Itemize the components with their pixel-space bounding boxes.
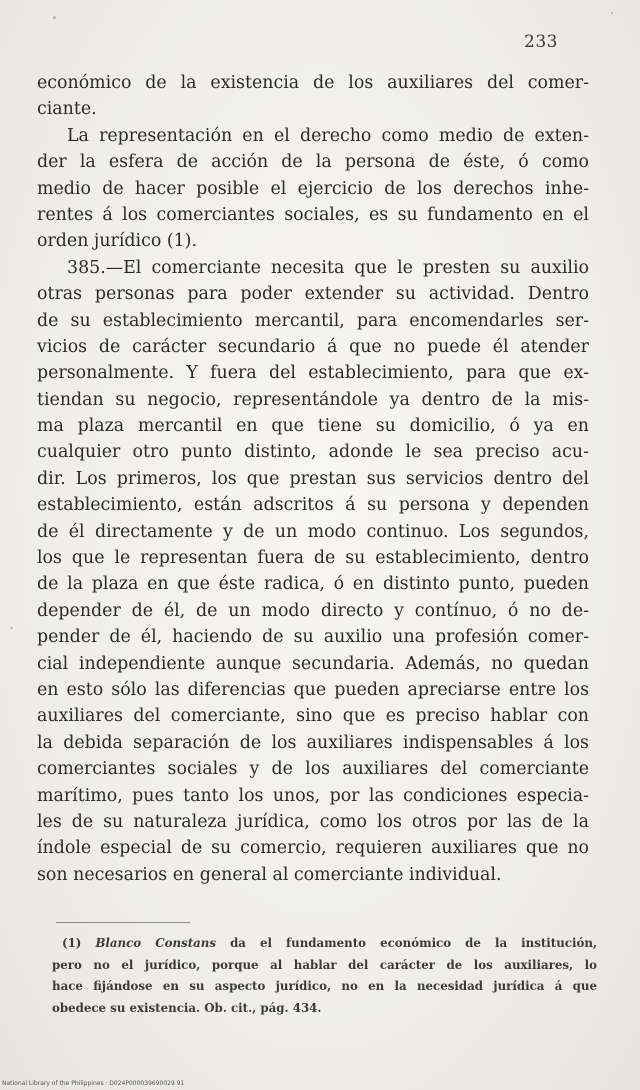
archive-stamp: National Library of the Philippines · D024P000039690029 91 <box>2 1080 185 1087</box>
footnote-line: hace fijándose en su aspecto jurídico, no en la necesidad jurídica á que <box>52 979 597 993</box>
scan-speck <box>611 12 613 14</box>
text-line: comerciantes sociales y de los auxiliares del comerciante <box>37 759 589 780</box>
page-number: 233 <box>524 32 558 52</box>
text-line: la debida separación de los auxiliares indispensables á los <box>37 732 589 753</box>
scan-speck <box>53 16 56 19</box>
footnote-marker: (1) <box>62 936 82 950</box>
text-line: cial independiente aunque secundaria. Además, no quedan <box>37 653 589 674</box>
text-line: de la plaza en que éste radica, ó en distinto punto, pueden <box>37 574 589 595</box>
text-line: marítimo, pues tanto los unos, por las condiciones especia- <box>37 785 589 806</box>
footnote-author: Blanco Constans <box>95 936 216 950</box>
text-line: les de su naturaleza jurídica, como los otros por las de la <box>37 811 589 832</box>
text-line: establecimiento, están adscritos á su persona y dependen <box>37 495 589 516</box>
footnote-line <box>52 933 597 955</box>
text-line: orden jurídico (1). <box>37 231 197 252</box>
body-text <box>37 70 589 888</box>
text-line: los que le representan fuera de su establecimiento, dentro <box>37 548 589 569</box>
footnote-line: obedece su existencia. Ob. cit., pág. 434. <box>52 1000 322 1015</box>
text-line: personalmente. Y fuera del establecimiento, para que ex- <box>37 363 589 384</box>
text-line: La representación en el derecho como medio de exten- <box>67 125 589 146</box>
text-line: en esto sólo las diferencias que pueden apreciarse entre los <box>37 679 589 700</box>
text-line: índole especial de su comercio, requieren auxiliares que no <box>37 838 589 859</box>
text-line: otras personas para poder extender su actividad. Dentro <box>37 284 589 305</box>
text-line: de su establecimiento mercantil, para encomendarles ser- <box>37 310 589 331</box>
scan-speck <box>10 627 13 629</box>
text-line: son necesarios en general al comerciante individual. <box>37 864 502 885</box>
text-line: auxiliares del comerciante, sino que es preciso hablar con <box>37 706 589 727</box>
text-line: depender de él, de un modo directo y contínuo, ó no de- <box>37 600 589 621</box>
text-line: dir. Los primeros, los que prestan sus servicios dentro del <box>37 468 589 489</box>
text-line: tiendan su negocio, representándole ya dentro de la mis- <box>37 389 589 410</box>
text-line: ciante. <box>37 99 97 120</box>
text-line: 385.—El comerciante necesita que le presten su auxilio <box>67 257 589 278</box>
text-line: der la esfera de acción de la persona de éste, ó como <box>37 152 589 173</box>
text-line: económico de la existencia de los auxiliares del comer- <box>37 73 589 93</box>
footnote-line: pero no el jurídico, porque al hablar del carácter de los auxiliares, lo <box>52 957 597 972</box>
text-line: pender de él, haciendo de su auxilio una profesión comer- <box>37 627 589 648</box>
text-line: de él directamente y de un modo continuo. Los segundos, <box>37 521 589 542</box>
text-line: ma plaza mercantil en que tiene su domicilio, ó ya en <box>37 416 589 437</box>
footnote-divider <box>56 922 190 923</box>
text-line: medio de hacer posible el ejercicio de los derechos inhe- <box>37 178 589 199</box>
text-line: cualquier otro punto distinto, adonde le sea preciso acu- <box>37 442 589 463</box>
footnote-text: da el fundamento económico de la institución, <box>230 936 598 950</box>
text-line: rentes á los comerciantes sociales, es su fundamento en el <box>37 204 589 225</box>
text-line: vicios de carácter secundario á que no puede él atender <box>37 336 589 357</box>
footnote <box>52 933 597 1019</box>
